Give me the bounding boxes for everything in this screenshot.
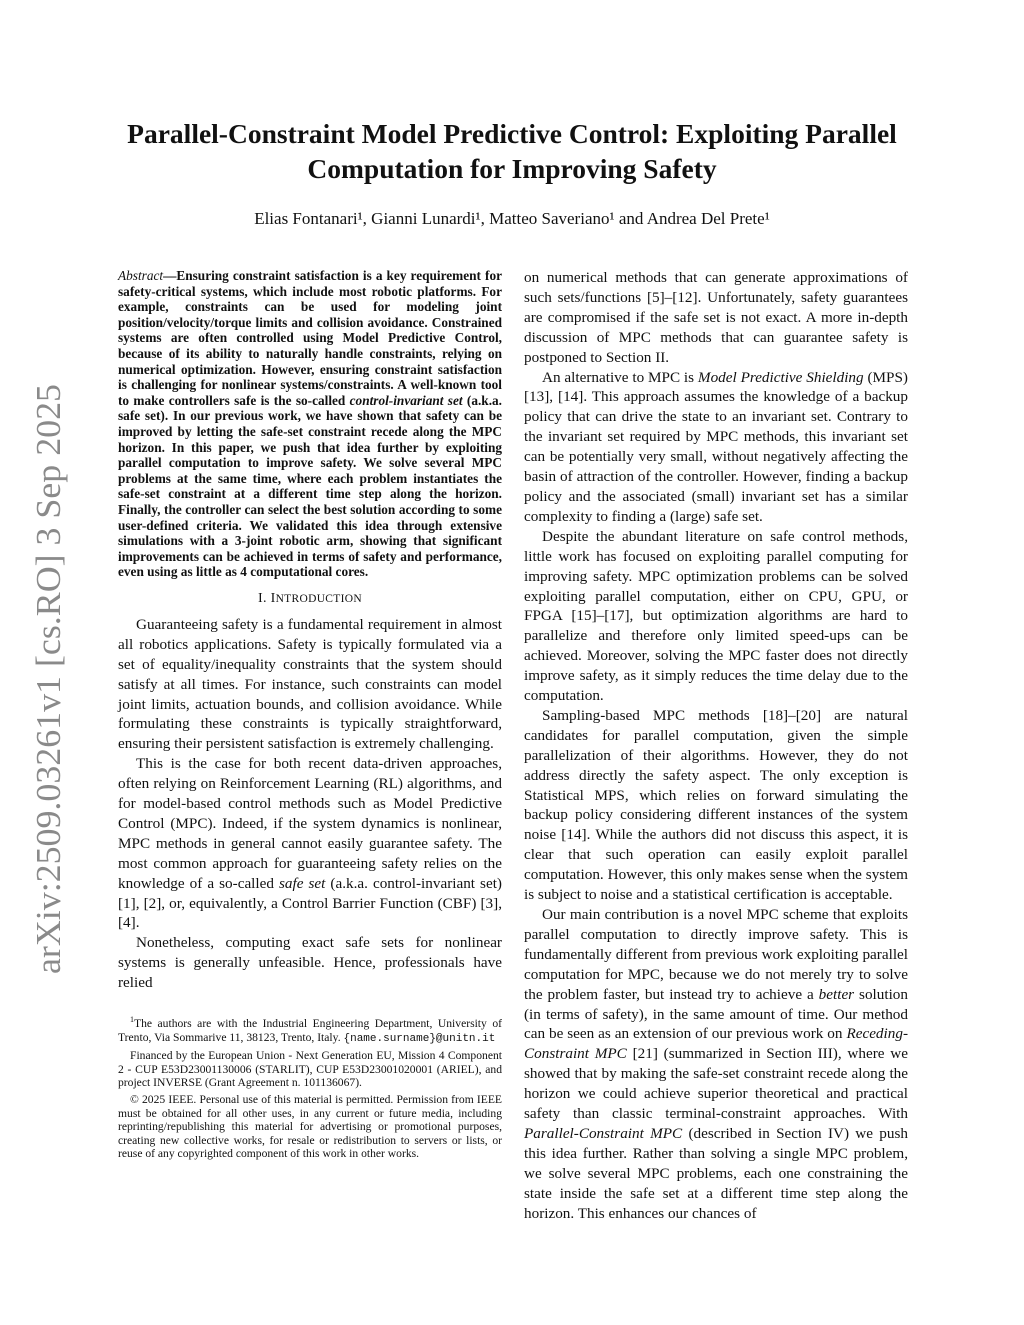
right-p5-text-a: Our main contribution is a novel MPC scheme that exploits parallel computation to directly improve safety. This is fundamentally different from previous work exploiting parallel computation for MPC, because we do not merely try to solve the problem faster, but instead try to achieve a bbox=[524, 906, 908, 1003]
arxiv-stamp-text: arXiv:2509.03261v1 [cs.RO] 3 Sep 2025 bbox=[29, 398, 68, 974]
right-paragraph-4: Sampling-based MPC methods [18]–[20] are natural candidates for parallel computation, given the simple parallelization of their algorithms. However, they do not address directly the safety aspect. The only exception is Statistical MPS, which relies on forward simulating the backup policy considering different instances of the system noise [14]. While the authors did not discuss this aspect, it is clear that such operation can easily exploit parallel computation. However, this only makes sense when the system is subject to noise and a statistical certification is acceptable. bbox=[524, 706, 908, 904]
intro-p2-emphasis: safe set bbox=[279, 874, 326, 892]
right-p2-emphasis: Model Predictive Shielding bbox=[697, 368, 864, 386]
paper-title bbox=[80, 116, 944, 186]
paper-title-line-1: Parallel-Constraint Model Predictive Control: Exploiting Parallel bbox=[127, 118, 897, 149]
footnote-affiliation-text: The authors are with the Industrial Engineering Department, University of Trento, Via Sommarive 11, 38123, Trento, Italy. bbox=[118, 1016, 502, 1044]
intro-paragraph-1: Guaranteeing safety is a fundamental requirement in almost all robotics applications. Safety is typically formulated via a set of equality/inequality constraints that the system should satisfy at all times. For instance, such constraints can model joint limits, actuation bounds, and collision avoidance. While formulating these constraints is typically straightforward, ensuring their persistent satisfaction is extremely challenging. bbox=[118, 615, 502, 753]
right-paragraph-3: Despite the abundant literature on safe control methods, little work has focused on exploiting parallel computing for improving safety. MPC optimization problems can be solved exploiting parallel computation, either on CPU, GPU, or FPGA [15]–[17], but optimization algorithms are hard to parallelize and therefore only limited speed-ups can be achieved. Moreover, solving the MPC faster does not directly improve safety, as it simply reduces the time delay due to the computation. bbox=[524, 527, 908, 705]
right-p5-emphasis-1: better bbox=[818, 985, 855, 1003]
right-paragraph-5 bbox=[524, 905, 908, 1224]
arxiv-stamp bbox=[8, 378, 78, 978]
intro-p2-text-b: (a.k.a. control-invariant set) [1], [2], or, equivalently, a Control Barrier Function (CBF) [3], [4]. bbox=[118, 874, 502, 932]
footnotes bbox=[118, 1013, 502, 1161]
abstract-label: Abstract bbox=[118, 268, 164, 283]
right-p5-emphasis-3: Parallel-Constraint MPC bbox=[524, 1124, 683, 1142]
left-column bbox=[118, 268, 502, 1164]
footnote-email: {name.surname}@unitn.it bbox=[343, 1032, 496, 1045]
footnote-copyright: © 2025 IEEE. Personal use of this material is permitted. Permission from IEEE must be obtained for all other uses, in any current or future media, including reprinting/republishing this material for advertising or promotional purposes, creating new collective works, for resale or redistribution to servers or lists, or reuse of any copyrighted component of this work in other works. bbox=[118, 1092, 502, 1161]
footnote-affiliation bbox=[118, 1013, 502, 1046]
abstract-text-a: Ensuring constraint satisfaction is a key requirement for safety-critical systems, which include most robotic platforms. For example, constraints can be used for modeling joint position/velocity/torque limits and collision avoidance. Constrained systems are often controlled using Model Predictive Control, because of its ability to naturally handle constraints, relying on numerical optimization. However, ensuring constraint satisfaction is challenging for nonlinear systems/constraints. A well-known tool to make controllers safe is the so-called bbox=[118, 268, 502, 408]
abstract-text-b: (a.k.a. safe set). In our previous work, we have shown that safety can be improved by letting the safe-set constraint recede along the MPC horizon. In this paper, we push that idea further by exploiting parallel computation to improve safety. We solve several MPC problems at the same time, where each problem instantiates the safe-set constraint at a different time step along the horizon. Finally, the controller can select the best solution according to some user-defined criteria. We validated this idea through extensive simulations with a 3-joint robotic arm, showing that significant improvements can be achieved in terms of safety and performance, even using as little as 4 computational cores. bbox=[118, 392, 502, 580]
abstract-emphasis: control-invariant set bbox=[349, 392, 463, 408]
footnote-funding: Financed by the European Union - Next Generation EU, Mission 4 Component 2 - CUP E53D23001130006 (STARLIT), CUP E53D23001020001 (ARIEL), and project INVERSE (Grant Agreement n. 101136067). bbox=[118, 1049, 502, 1090]
author-list: Elias Fontanari¹, Gianni Lunardi¹, Matteo Saveriano¹ and Andrea Del Prete¹ bbox=[254, 209, 770, 228]
right-paragraph-1: on numerical methods that can generate approximations of such sets/functions [5]–[12]. Unfortunately, safety guarantees are compromised if the safe set is not exact. A more in-depth discussion of MPC methods that can guarantee safety is postponed to Section II. bbox=[524, 269, 908, 366]
right-column bbox=[524, 268, 908, 1224]
paper-title-line-2: Computation for Improving Safety bbox=[307, 153, 717, 184]
right-p5-text-c: [21] (summarized in Section III), where we showed that by making the safe-set constraint recede along the horizon we could achieve superior theoretical and practical safety than classic terminal-constraint approaches. With bbox=[524, 1045, 908, 1123]
section-numeral: I. bbox=[258, 590, 271, 606]
abstract bbox=[118, 268, 502, 580]
right-p2-text-b: (MPS) [13], [14]. This approach assumes the knowledge of a backup policy that can drive the state to an invariant set. Contrary to the invariant set required by MPC methods, this invariant set can be potentially very small, without negatively affecting the basin of attraction of the controller. However, finding a backup policy and the associated (small) invariant set has a similar complexity to finding a (large) safe set. bbox=[524, 368, 908, 525]
intro-paragraph-3: Nonetheless, computing exact safe sets for nonlinear systems is generally unfeasible. Hence, professionals have relied bbox=[118, 934, 502, 992]
section-heading-introduction bbox=[118, 591, 502, 607]
right-p5-text-b: solution (in terms of safety), in the same amount of time. Our method can be seen as an extension of our previous work on bbox=[524, 985, 908, 1043]
section-first-letter: I bbox=[270, 590, 276, 606]
abstract-dash: — bbox=[163, 268, 177, 283]
footnote-marker: 1 bbox=[130, 1015, 134, 1025]
right-p5-text-d: (described in Section IV) we push this idea further. Rather than solving a single MPC problem, we solve several MPC problems, each one constraining the state inside the safe set at a different time step along the horizon. This enhances our chances of bbox=[524, 1124, 909, 1222]
intro-paragraph-2 bbox=[118, 754, 502, 933]
section-rest: NTRODUCTION bbox=[275, 592, 362, 605]
right-p2-text-a: An alternative to MPC is bbox=[542, 368, 698, 386]
right-paragraph-2 bbox=[524, 368, 908, 527]
right-p5-emphasis-2: Receding-Constraint MPC bbox=[524, 1025, 908, 1063]
intro-p2-text-a: This is the case for both recent data-driven approaches, often relying on Reinforcement Learning (RL) algorithms, and for model-based control methods such as Model Predictive Control (MPC). Indeed, if the system dynamics is nonlinear, MPC methods in general cannot easily guarantee safety. The most common approach for guaranteeing safety relies on the knowledge of a so-called bbox=[118, 755, 502, 892]
